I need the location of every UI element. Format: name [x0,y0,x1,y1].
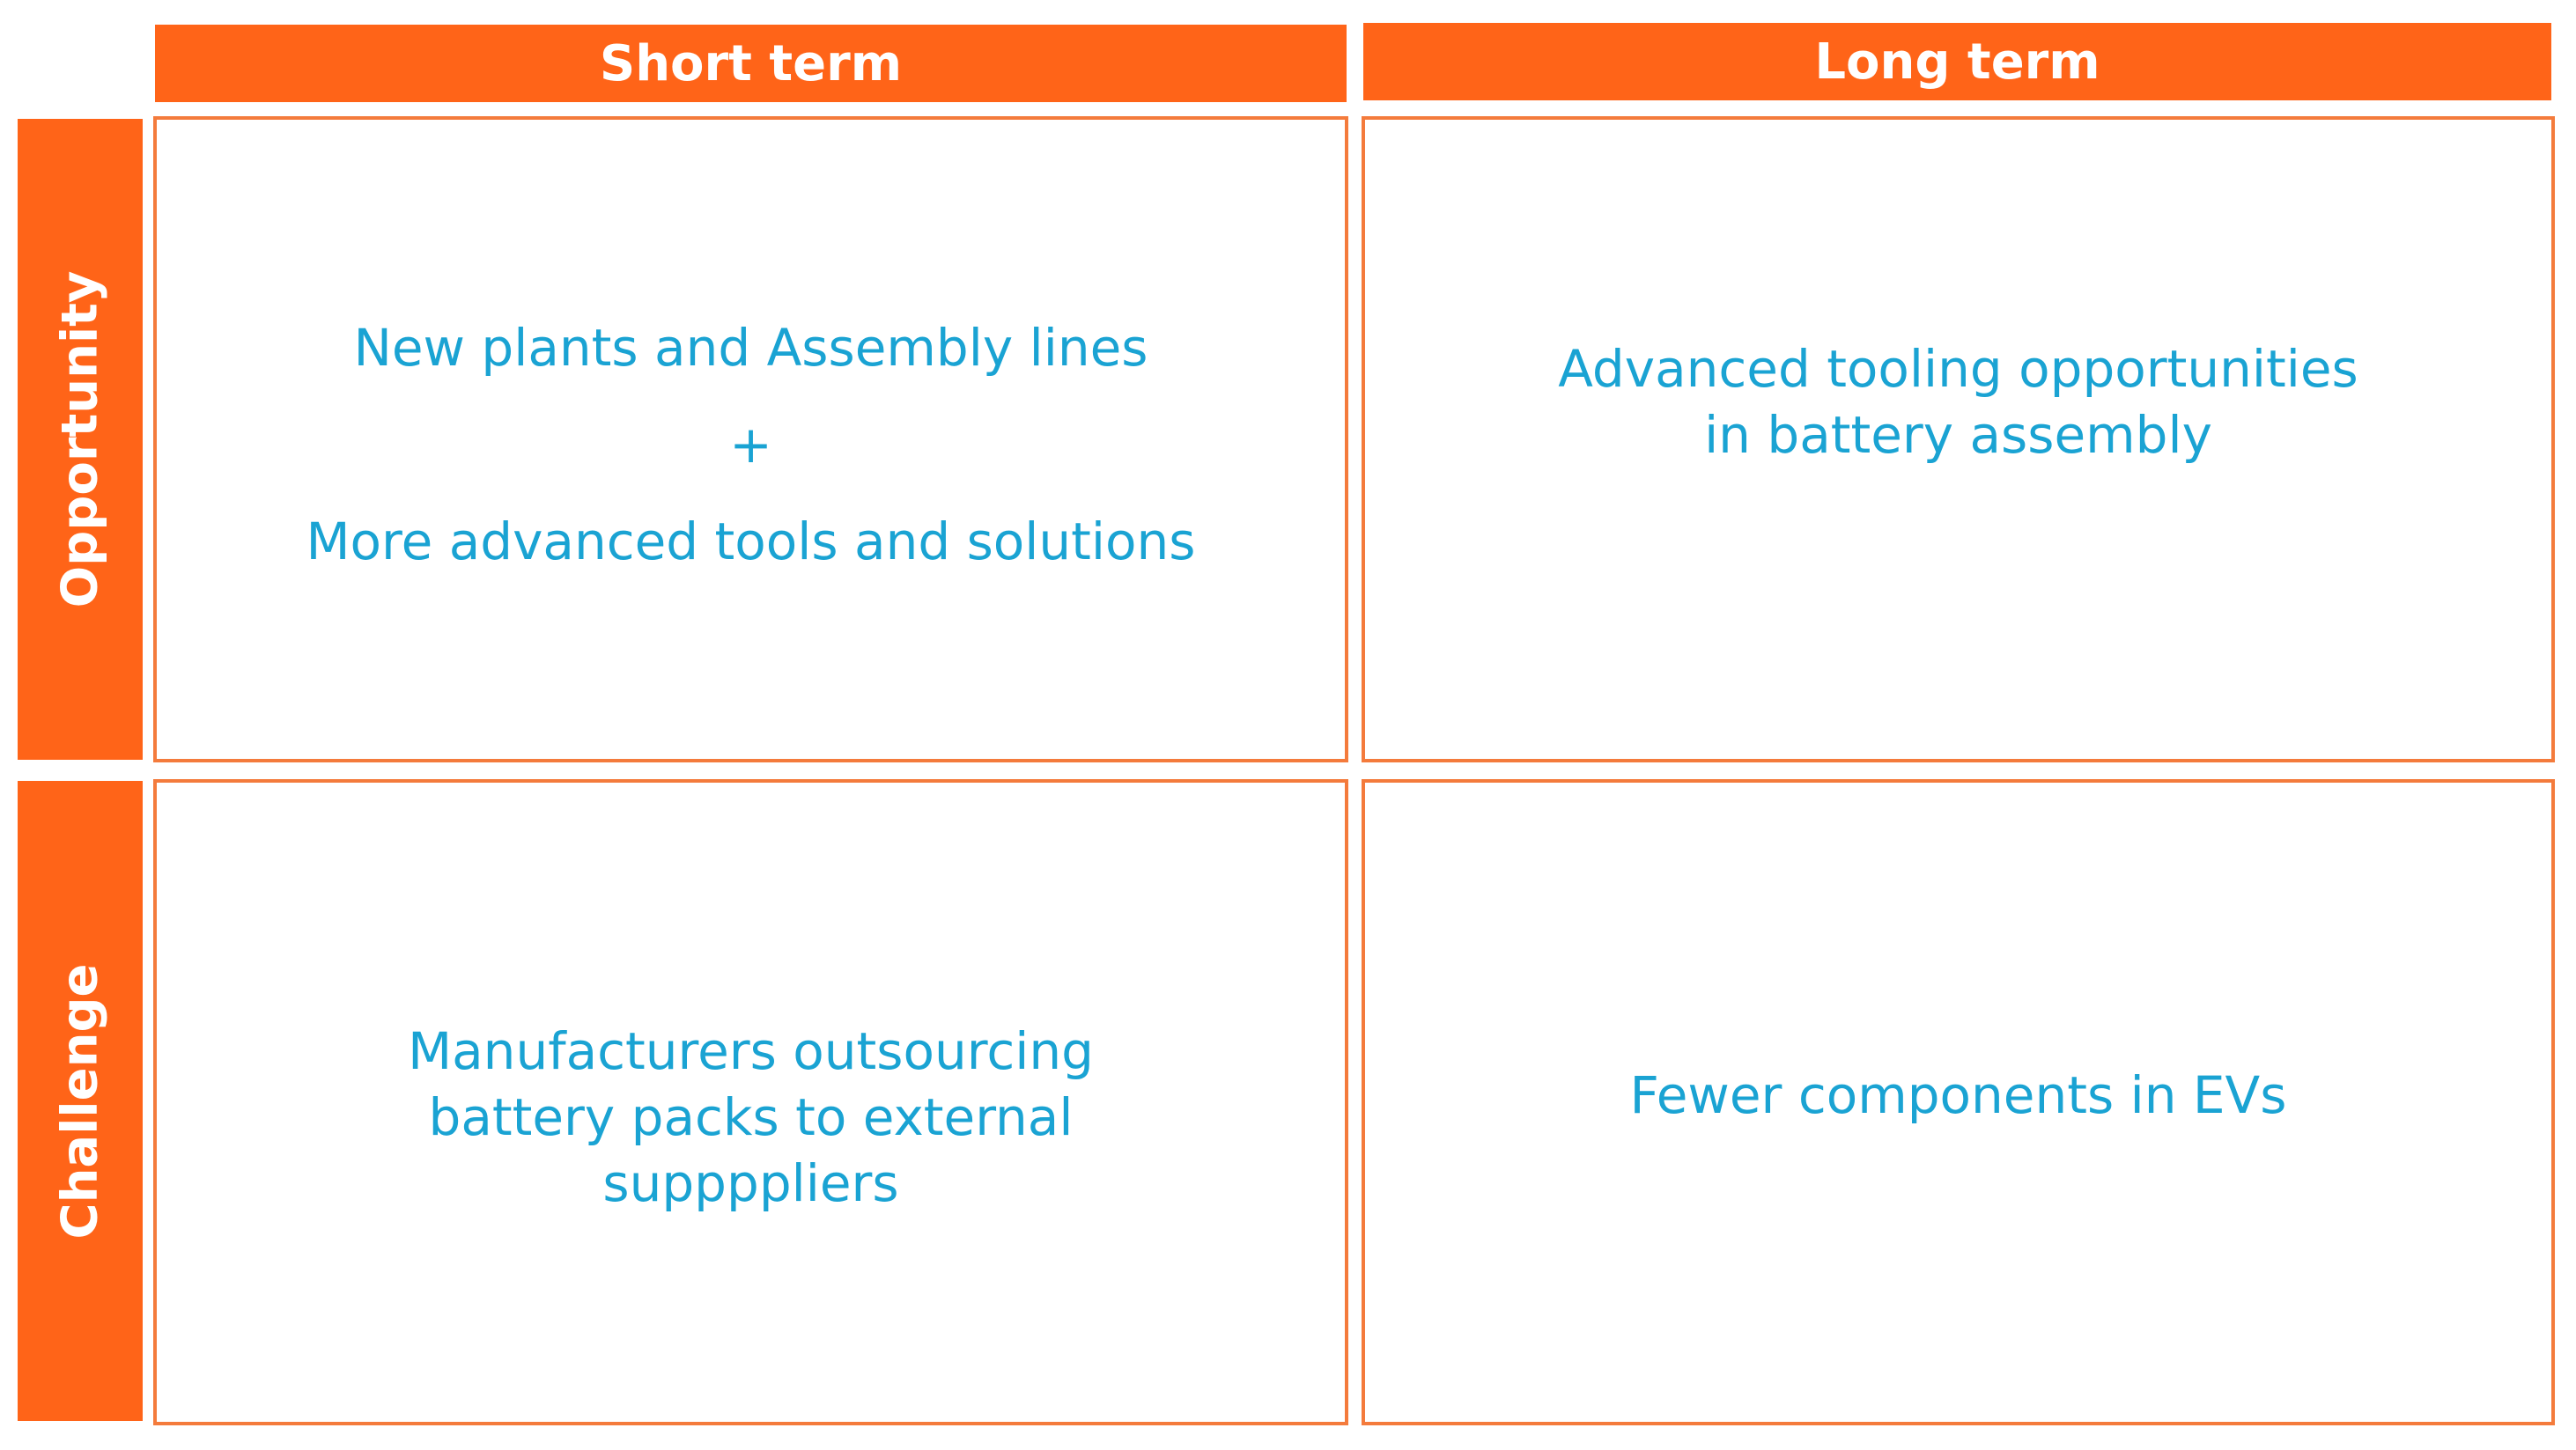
column-header-long-term [1363,23,2551,100]
column-header-short-term [155,25,1347,102]
cell-text-block [157,1019,1345,1217]
row-header-opportunity-label: Opportunity [51,270,109,608]
column-header-long-term-label: Long term [1814,33,2100,91]
cell-challenge-short-term [153,779,1348,1425]
cell-text-line: in battery assembly [1704,405,2212,465]
row-header-challenge [18,781,143,1421]
cell-challenge-long-term [1362,779,2555,1425]
cell-text-line: suppppliers [602,1153,899,1213]
row-header-opportunity [18,119,143,760]
cell-text-line: Advanced tooling opportunities [1558,339,2358,399]
cell-text-line: New plants and Assembly lines [353,318,1148,378]
plus-sign: + [729,415,772,475]
cell-opportunity-short-term [153,116,1348,762]
cell-text-line: Fewer components in EVs [1629,1065,2287,1125]
cell-text-line: More advanced tools and solutions [306,512,1196,571]
cell-text-block [1365,1063,2551,1129]
row-header-challenge-label: Challenge [51,962,109,1240]
cell-text-block [1365,336,2551,468]
cell-text-line: battery packs to external [428,1087,1074,1147]
column-header-short-term-label: Short term [599,34,903,92]
cell-opportunity-long-term [1362,116,2555,762]
cell-text-line: Manufacturers outsourcing [408,1021,1094,1081]
